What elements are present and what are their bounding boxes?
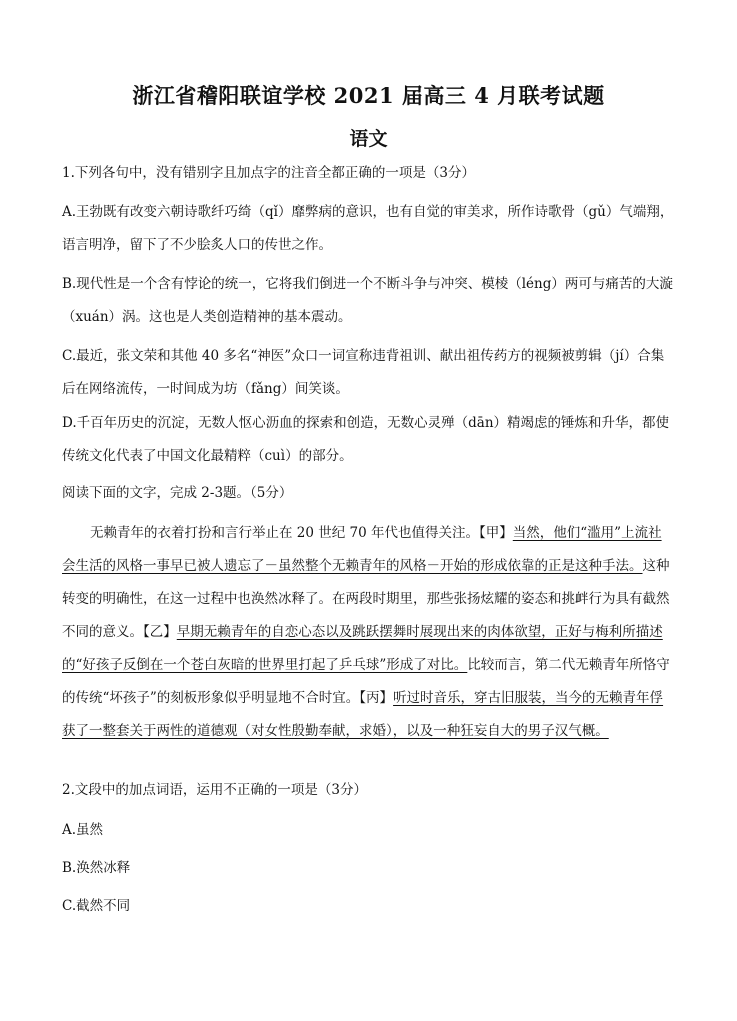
question-1-stem: 1.下列各句中，没有错别字且加点字的注音全都正确的一项是（3分）	[62, 165, 475, 181]
question-1-option-a: A.王勃既有改变六朝诗歌纤巧绮（qǐ）靡弊病的意识，也有自觉的审美求，所作诗歌骨（gǔ）气端翔，语言明净，留下了不少脍炙人口的传世之作。	[62, 204, 674, 253]
passage-text-1: 无赖青年的衣着打扮和言行举止在 20 世纪 70 年代也值得关注。【甲】	[90, 525, 513, 541]
question-2-stem: 2.文段中的加点词语，运用不正确的一项是（3分）	[62, 782, 367, 798]
underlined-sentence-bing: 听过时音乐，穿古旧服装，当今的无赖青年俘获了一整套关于两性的道德观（对女性殷勤奉献，求婚），以及一种狂妄自大的男子汉气概。	[62, 690, 664, 739]
question-1-option-b: B.现代性是一个含有悖论的统一，它将我们倒进一个不断斗争与冲突、模棱（léng）两可与痛苦的大漩（xuán）涡。这也是人类创造精神的基本震动。	[62, 276, 673, 325]
reading-intro: 阅读下面的文字，完成 2-3题。（5分）	[62, 485, 293, 501]
question-2-option-a: A.虽然	[62, 822, 104, 838]
question-1-option-c: C.最近，张文荣和其他 40 多名“神医”众口一词宣称违背祖训、献出祖传药方的视频被剪辑（jí）合集后在网络流传，一时间成为坊（fǎng）间笑谈。	[62, 348, 665, 397]
question-2-option-b: B.涣然冰释	[62, 860, 131, 876]
question-1-option-d: D.千百年历史的沉淀，无数人怄心沥血的探索和创造，无数心灵殚（dān）精竭虑的锤炼和升华，都使传统文化代表了中国文化最精粹（cuì）的部分。	[62, 415, 670, 464]
passage-text-2: 这种转变的明确性，在这一过程中也涣然冰释了。在两段时期里，那些张扬炫耀的姿态和挑衅行为具有截然不同的意义。【乙】	[62, 558, 670, 640]
underlined-sentence-yi: 早期无赖青年的自恋心态以及跳跃摆舞时展现出来的肉体欲望，正好与梅利所描述的“好孩子反倒在一个苍白灰暗的世界里打起了乒乓球”形成了对比。	[62, 624, 663, 673]
reading-passage	[62, 517, 674, 748]
subject-heading: 语文	[349, 128, 388, 150]
passage-text-3: 比较而言，第二代无赖青年所恪守的传统“坏孩子”的刻板形象似乎明显地不合时宜。【丙】	[62, 657, 670, 706]
underlined-sentence-jia: 当然，他们“滥用”上流社会生活的风格一事早已被人遗忘了－虽然整个无赖青年的风格－开始的形成依靠的正是这种手法。	[62, 525, 662, 574]
exam-title: 浙江省稽阳联谊学校 2021 届高三 4 月联考试题	[132, 83, 605, 108]
question-2-option-c: C.截然不同	[62, 898, 131, 914]
